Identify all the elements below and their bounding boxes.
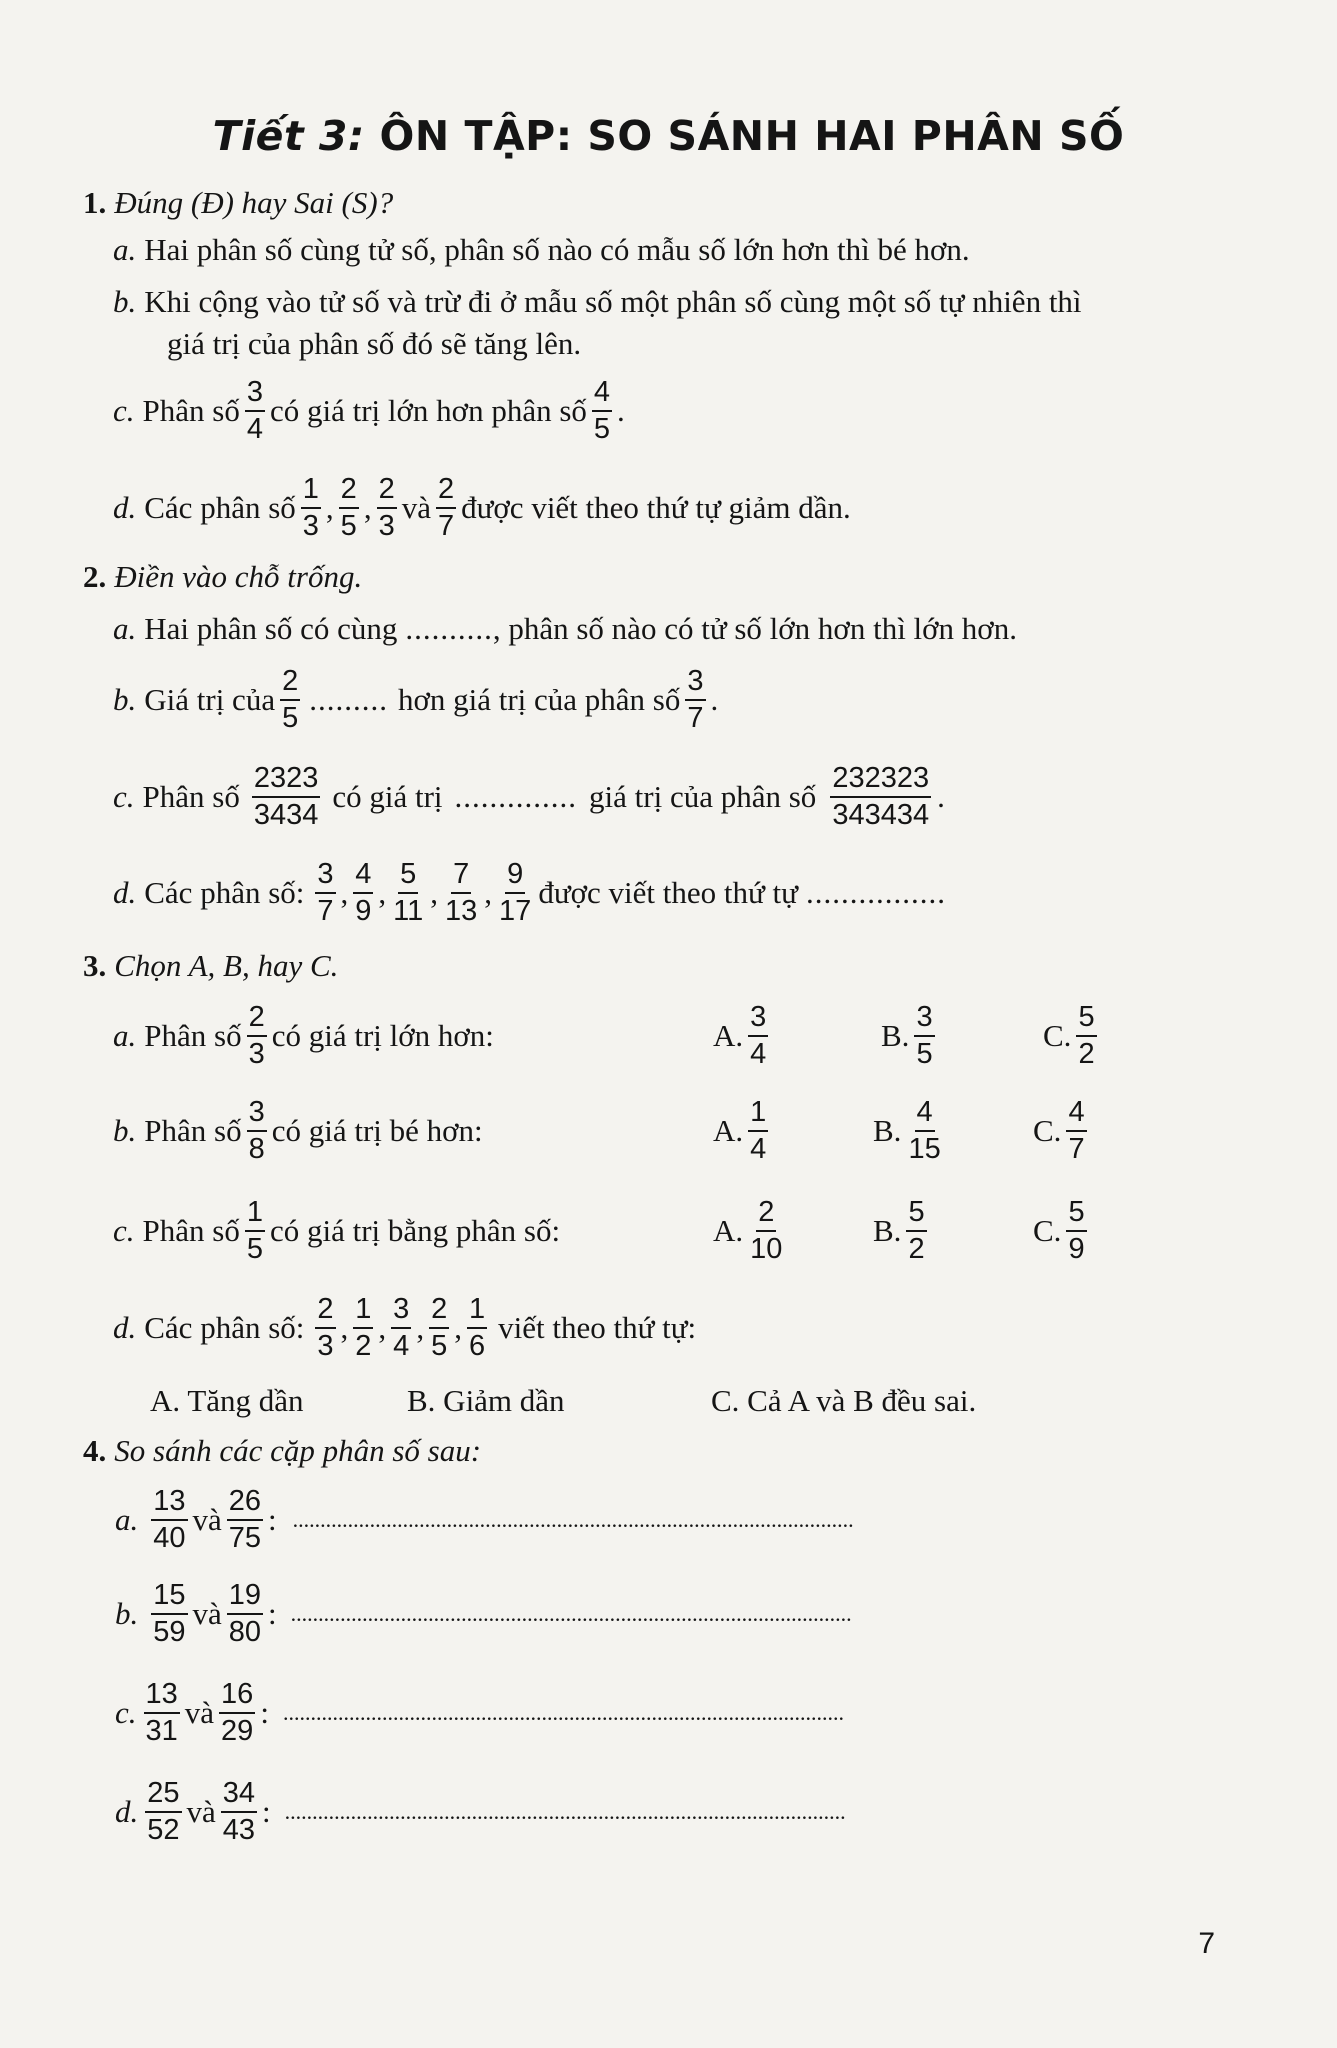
item-label: c. bbox=[113, 1213, 135, 1248]
fraction bbox=[748, 1098, 768, 1164]
item-text: Hai phân số cùng tử số, phân số nào có mẫu số lớn hơn thì bé hơn. bbox=[144, 232, 970, 267]
fraction bbox=[221, 1779, 257, 1845]
fraction bbox=[906, 1198, 926, 1264]
numerator: 5 bbox=[906, 1198, 926, 1232]
option-text: C. Cả A và B đều sai. bbox=[711, 1383, 977, 1418]
colon: : bbox=[260, 1695, 269, 1730]
q3-a-option-a[interactable] bbox=[713, 995, 773, 1077]
q3-heading bbox=[83, 948, 338, 984]
numerator: 5 bbox=[1066, 1198, 1086, 1232]
q3-item-d bbox=[113, 1287, 696, 1369]
period: . bbox=[710, 682, 719, 717]
numerator: 2 bbox=[280, 667, 300, 701]
comma: , bbox=[325, 490, 334, 525]
fraction bbox=[219, 1680, 255, 1746]
denominator: 6 bbox=[468, 1330, 486, 1362]
item-text: Phân số bbox=[144, 1018, 242, 1053]
numerator: 1 bbox=[467, 1295, 487, 1329]
period: . bbox=[617, 393, 625, 428]
q3-c-option-c[interactable] bbox=[1033, 1190, 1092, 1272]
fraction bbox=[391, 860, 425, 926]
denominator: 4 bbox=[750, 1133, 767, 1165]
denominator: 2 bbox=[1078, 1038, 1095, 1070]
denominator: 11 bbox=[393, 895, 424, 927]
comma: , bbox=[416, 1310, 425, 1345]
denominator: 13 bbox=[445, 895, 478, 927]
fraction bbox=[353, 860, 373, 926]
denominator: 9 bbox=[355, 895, 372, 927]
numerator: 3 bbox=[315, 860, 335, 894]
item-text: có giá trị bbox=[332, 779, 443, 814]
item-text: giá trị của phân số bbox=[589, 779, 817, 814]
q1-number: 1. bbox=[83, 185, 107, 220]
denominator: 40 bbox=[153, 1522, 186, 1554]
denominator: 5 bbox=[593, 413, 611, 445]
numerator: 19 bbox=[227, 1581, 263, 1615]
item-label: b. bbox=[113, 682, 137, 717]
q1-item-b bbox=[113, 284, 1082, 320]
q4-item-b bbox=[115, 1573, 852, 1655]
fraction bbox=[145, 1779, 181, 1845]
comma: , bbox=[340, 1310, 349, 1345]
q3-item-a bbox=[113, 995, 494, 1077]
numerator: 3 bbox=[247, 1098, 267, 1132]
item-text: , phân số nào có tử số lớn hơn thì lớn hơn. bbox=[492, 611, 1017, 646]
item-text: có giá trị bằng phân số: bbox=[269, 1213, 561, 1248]
option-letter: A. bbox=[713, 1213, 744, 1248]
item-text: Các phân số: bbox=[144, 1310, 305, 1345]
numerator: 3 bbox=[748, 1003, 768, 1037]
q1-item-a bbox=[113, 232, 970, 268]
q4-item-c bbox=[115, 1672, 844, 1754]
numerator: 3 bbox=[391, 1295, 411, 1329]
item-label: a. bbox=[115, 1502, 139, 1537]
numerator: 26 bbox=[227, 1487, 263, 1521]
fraction bbox=[914, 1003, 934, 1069]
item-text: Giá trị của bbox=[144, 682, 276, 717]
colon: : bbox=[268, 1596, 277, 1631]
item-text: và bbox=[401, 490, 431, 525]
numerator: 7 bbox=[451, 860, 471, 894]
q4-heading bbox=[83, 1433, 481, 1469]
page-title bbox=[0, 112, 1337, 160]
denominator: 43 bbox=[222, 1814, 256, 1846]
q1-item-c bbox=[113, 370, 625, 452]
denominator: 59 bbox=[153, 1616, 186, 1648]
comma: , bbox=[340, 875, 349, 910]
numerator: 4 bbox=[1066, 1098, 1086, 1132]
blank-dots: .............. bbox=[454, 779, 578, 814]
q3-a-option-c[interactable] bbox=[1043, 995, 1102, 1077]
fraction bbox=[748, 1198, 784, 1264]
fraction bbox=[1066, 1198, 1086, 1264]
numerator: 3 bbox=[245, 378, 265, 412]
fraction bbox=[592, 378, 612, 444]
denominator: 15 bbox=[908, 1133, 941, 1165]
item-label: c. bbox=[113, 393, 135, 428]
q4-number: 4. bbox=[83, 1433, 107, 1468]
item-text: Hai phân số có cùng bbox=[144, 611, 398, 646]
q3-b-option-a[interactable] bbox=[713, 1090, 773, 1172]
numerator: 3 bbox=[914, 1003, 934, 1037]
comma: , bbox=[378, 875, 387, 910]
comma: , bbox=[454, 1310, 462, 1345]
denominator: 4 bbox=[750, 1038, 767, 1070]
denominator: 7 bbox=[437, 510, 455, 542]
connector-text: và bbox=[184, 1695, 215, 1730]
numerator: 4 bbox=[915, 1098, 935, 1132]
answer-line[interactable]: ...................................................................................................... bbox=[290, 1601, 852, 1626]
comma: , bbox=[484, 875, 493, 910]
fraction bbox=[315, 860, 335, 926]
q2-item-b bbox=[113, 659, 718, 741]
fraction bbox=[1076, 1003, 1096, 1069]
fraction bbox=[1066, 1098, 1086, 1164]
fraction bbox=[151, 1487, 187, 1553]
denominator: 2 bbox=[355, 1330, 372, 1362]
denominator: 5 bbox=[431, 1330, 448, 1362]
numerator: 232323 bbox=[830, 764, 931, 798]
comma: , bbox=[378, 1310, 387, 1345]
numerator: 9 bbox=[505, 860, 525, 894]
option-letter: C. bbox=[1033, 1113, 1062, 1148]
fraction bbox=[227, 1581, 263, 1647]
item-label: d. bbox=[113, 490, 137, 525]
denominator: 5 bbox=[340, 510, 357, 542]
comma: , bbox=[363, 490, 372, 525]
item-text: được viết theo thứ tự bbox=[538, 875, 798, 910]
q2-item-d bbox=[113, 852, 946, 934]
item-text: viết theo thứ tự: bbox=[498, 1310, 697, 1345]
option-letter: C. bbox=[1043, 1018, 1072, 1053]
denominator: 2 bbox=[908, 1233, 925, 1265]
fraction bbox=[685, 667, 705, 733]
fraction bbox=[467, 1295, 487, 1361]
option-letter: C. bbox=[1033, 1213, 1062, 1248]
q3-item-c bbox=[113, 1190, 560, 1272]
item-text: có giá trị bé hơn: bbox=[271, 1113, 483, 1148]
option-letter: A. bbox=[713, 1113, 744, 1148]
numerator: 25 bbox=[145, 1779, 181, 1813]
denominator: 75 bbox=[228, 1522, 262, 1554]
numerator: 34 bbox=[221, 1779, 257, 1813]
q3-d-option-b[interactable] bbox=[407, 1383, 565, 1419]
item-label: b. bbox=[115, 1596, 139, 1631]
blank-dots: ......... bbox=[309, 682, 388, 717]
item-text: có giá trị lớn hơn: bbox=[271, 1018, 494, 1053]
fraction bbox=[443, 860, 479, 926]
item-label: b. bbox=[113, 284, 137, 319]
fraction bbox=[315, 1295, 335, 1361]
denominator: 17 bbox=[499, 895, 532, 927]
q2-heading bbox=[83, 559, 362, 595]
item-text: hơn giá trị của phân số bbox=[397, 682, 681, 717]
numerator: 5 bbox=[1076, 1003, 1096, 1037]
item-text: Phân số bbox=[142, 779, 240, 814]
item-label: c. bbox=[115, 1695, 137, 1730]
denominator: 5 bbox=[282, 702, 299, 734]
title-prefix: Tiết 3: bbox=[212, 112, 365, 160]
denominator: 10 bbox=[750, 1233, 783, 1265]
denominator: 7 bbox=[687, 702, 704, 734]
fraction bbox=[748, 1003, 768, 1069]
item-text: giá trị của phân số đó sẽ tăng lên. bbox=[167, 326, 582, 361]
denominator: 52 bbox=[147, 1814, 180, 1846]
q3-instruction: Chọn A, B, hay C. bbox=[114, 948, 339, 983]
blank-dots: ................ bbox=[805, 875, 946, 910]
option-text: A. Tăng dần bbox=[150, 1383, 304, 1418]
denominator: 7 bbox=[317, 895, 334, 927]
fraction bbox=[497, 860, 533, 926]
period: . bbox=[937, 779, 945, 814]
fraction bbox=[353, 1295, 373, 1361]
item-label: a. bbox=[113, 232, 137, 267]
answer-line[interactable]: ...................................................................................................... bbox=[284, 1799, 846, 1824]
numerator: 3 bbox=[685, 667, 705, 701]
denominator: 8 bbox=[248, 1133, 265, 1165]
q3-a-option-b[interactable] bbox=[881, 995, 940, 1077]
connector-text: và bbox=[186, 1794, 216, 1829]
fraction bbox=[429, 1295, 449, 1361]
numerator: 1 bbox=[353, 1295, 373, 1329]
fraction bbox=[227, 1487, 263, 1553]
fraction bbox=[247, 1003, 267, 1069]
option-text: B. Giảm dần bbox=[407, 1383, 565, 1418]
numerator: 13 bbox=[144, 1680, 180, 1714]
denominator: 5 bbox=[246, 1233, 263, 1265]
denominator: 3 bbox=[302, 510, 319, 542]
denominator: 4 bbox=[246, 413, 263, 445]
q3-c-option-a[interactable] bbox=[713, 1190, 789, 1272]
numerator: 2 bbox=[377, 475, 397, 509]
numerator: 2 bbox=[756, 1198, 776, 1232]
denominator: 9 bbox=[1068, 1233, 1085, 1265]
item-text: Phân số bbox=[142, 1213, 240, 1248]
title-main: ÔN TẬP: SO SÁNH HAI PHÂN SỐ bbox=[379, 112, 1125, 160]
option-letter: B. bbox=[873, 1113, 902, 1148]
option-letter: A. bbox=[713, 1018, 744, 1053]
q2-item-a bbox=[113, 611, 1017, 647]
page-number: 7 bbox=[1198, 1927, 1215, 1960]
fraction bbox=[151, 1581, 187, 1647]
q1-item-b-cont bbox=[167, 326, 581, 362]
item-text: được viết theo thứ tự giảm dần. bbox=[461, 490, 851, 525]
item-label: d. bbox=[113, 875, 137, 910]
fraction bbox=[247, 1098, 267, 1164]
numerator: 13 bbox=[151, 1487, 187, 1521]
denominator: 4 bbox=[393, 1330, 410, 1362]
fraction bbox=[280, 667, 300, 733]
q4-item-d bbox=[115, 1771, 846, 1853]
item-label: c. bbox=[113, 779, 135, 814]
answer-line[interactable]: ...................................................................................................... bbox=[282, 1700, 844, 1725]
numerator: 4 bbox=[592, 378, 612, 412]
q2-number: 2. bbox=[83, 559, 107, 594]
denominator: 3 bbox=[248, 1038, 265, 1070]
item-text: có giá trị lớn hơn phân số bbox=[269, 393, 587, 428]
colon: : bbox=[262, 1794, 271, 1829]
denominator: 343434 bbox=[832, 799, 930, 831]
denominator: 7 bbox=[1068, 1133, 1085, 1165]
fraction bbox=[245, 1198, 265, 1264]
q3-item-b bbox=[113, 1090, 483, 1172]
fraction bbox=[830, 764, 931, 830]
colon: : bbox=[268, 1502, 277, 1537]
q3-c-option-b[interactable] bbox=[873, 1190, 932, 1272]
denominator: 3434 bbox=[253, 799, 319, 831]
item-text: Các phân số bbox=[144, 490, 296, 525]
q3-number: 3. bbox=[83, 948, 107, 983]
numerator: 2323 bbox=[252, 764, 321, 798]
item-text: Khi cộng vào tử số và trừ đi ở mẫu số một phân số cùng một số tự nhiên thì bbox=[144, 284, 1082, 319]
numerator: 2 bbox=[315, 1295, 335, 1329]
q4-instruction: So sánh các cặp phân số sau: bbox=[114, 1433, 482, 1468]
q3-b-option-b[interactable] bbox=[873, 1090, 948, 1172]
item-text: Phân số bbox=[142, 393, 240, 428]
option-letter: B. bbox=[881, 1018, 910, 1053]
numerator: 2 bbox=[429, 1295, 449, 1329]
fraction bbox=[252, 764, 321, 830]
numerator: 15 bbox=[151, 1581, 187, 1615]
numerator: 2 bbox=[247, 1003, 267, 1037]
denominator: 3 bbox=[317, 1330, 334, 1362]
fraction bbox=[301, 475, 321, 541]
q3-d-option-a[interactable] bbox=[150, 1383, 304, 1419]
q1-instruction: Đúng (Đ) hay Sai (S)? bbox=[114, 185, 394, 220]
blank-dots: .......... bbox=[405, 611, 493, 646]
connector-text: và bbox=[192, 1502, 222, 1537]
numerator: 2 bbox=[339, 475, 359, 509]
option-letter: B. bbox=[873, 1213, 902, 1248]
denominator: 5 bbox=[916, 1038, 933, 1070]
item-label: d. bbox=[113, 1310, 137, 1345]
q3-b-option-c[interactable] bbox=[1033, 1090, 1092, 1172]
q2-instruction: Điền vào chỗ trống. bbox=[114, 559, 363, 594]
denominator: 3 bbox=[378, 510, 395, 542]
item-label: a. bbox=[113, 611, 137, 646]
fraction bbox=[377, 475, 397, 541]
fraction bbox=[245, 378, 265, 444]
item-label: b. bbox=[113, 1113, 137, 1148]
item-text: Phân số bbox=[144, 1113, 242, 1148]
numerator: 4 bbox=[353, 860, 373, 894]
numerator: 2 bbox=[436, 475, 456, 509]
item-label: a. bbox=[113, 1018, 137, 1053]
denominator: 80 bbox=[228, 1616, 262, 1648]
fraction bbox=[436, 475, 456, 541]
numerator: 1 bbox=[748, 1098, 768, 1132]
answer-line[interactable]: ...................................................................................................... bbox=[292, 1507, 854, 1532]
fraction bbox=[339, 475, 359, 541]
q4-item-a bbox=[115, 1479, 854, 1561]
numerator: 5 bbox=[398, 860, 418, 894]
denominator: 29 bbox=[221, 1715, 254, 1747]
denominator: 31 bbox=[145, 1715, 178, 1747]
connector-text: và bbox=[192, 1596, 222, 1631]
fraction bbox=[144, 1680, 180, 1746]
q3-d-option-c[interactable] bbox=[711, 1383, 976, 1419]
item-text: Các phân số: bbox=[144, 875, 305, 910]
q1-heading bbox=[83, 185, 393, 221]
comma: , bbox=[430, 875, 439, 910]
q2-item-c bbox=[113, 756, 945, 838]
item-label: d. bbox=[115, 1794, 139, 1829]
numerator: 16 bbox=[219, 1680, 255, 1714]
q1-item-d bbox=[113, 467, 851, 549]
numerator: 1 bbox=[245, 1198, 265, 1232]
fraction bbox=[391, 1295, 411, 1361]
numerator: 1 bbox=[301, 475, 321, 509]
fraction bbox=[906, 1098, 942, 1164]
